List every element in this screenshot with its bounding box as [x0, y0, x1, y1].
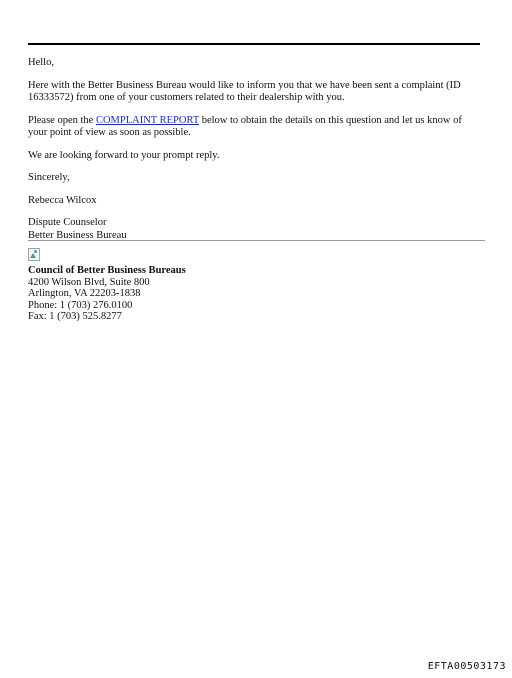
address-line-2: Arlington, VA 22203-1838 [28, 288, 141, 299]
organization-name: Council of Better Business Bureaus [28, 265, 186, 276]
document-id-stamp: EFTA00503173 [427, 661, 506, 672]
footer-contact-block [28, 248, 478, 323]
fax-number: Fax: 1 (703) 525.8277 [28, 311, 122, 322]
phone-number: Phone: 1 (703) 276.0100 [28, 299, 133, 311]
signer-organization: Better Business Bureau [28, 229, 127, 241]
instructions-paragraph [28, 115, 478, 140]
followup-paragraph: We are looking forward to your prompt reply. [28, 149, 220, 161]
top-divider [28, 43, 480, 45]
broken-image-icon [28, 248, 40, 261]
closing: Sincerely, [28, 172, 70, 183]
email-body [28, 57, 478, 252]
complaint-report-link[interactable]: COMPLAINT REPORT [95, 114, 200, 126]
instructions-text-before: Please open the [28, 114, 96, 126]
signer-name: Rebecca Wilcox [28, 194, 97, 206]
instructions-text-after: below to obtain the details on this question and let us know of your point of view as soon as possible. [28, 114, 462, 138]
greeting: Hello, [28, 57, 54, 68]
signer-title: Dispute Counselor [28, 217, 107, 228]
image-mountain-shape [30, 253, 36, 258]
address-line-1: 4200 Wilson Blvd, Suite 800 [28, 276, 150, 288]
signature-block [28, 217, 478, 242]
footer-divider [28, 240, 485, 241]
complaint-notice-paragraph: Here with the Better Business Bureau would like to inform you that we have been sent a complaint (ID 16333572) from one of your customers related to their dealership with you. [28, 79, 461, 103]
